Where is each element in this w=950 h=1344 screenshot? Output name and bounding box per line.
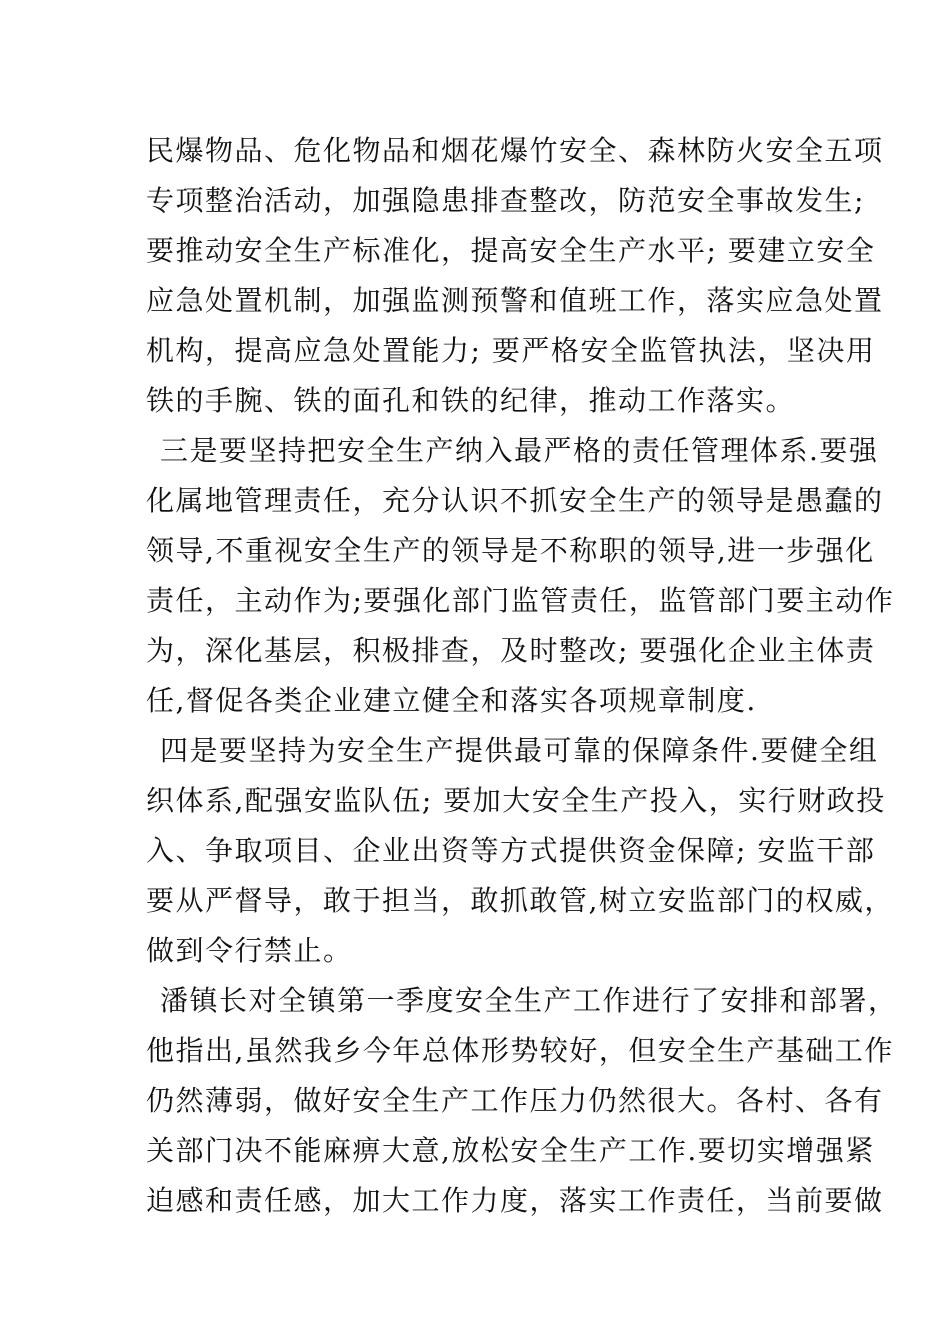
text-line: 责任，主动作为;要强化部门监管责任，监管部门要主动作: [146, 584, 895, 617]
text-line: 他指出,虽然我乡今年总体形势较好，但安全生产基础工作: [146, 1034, 894, 1067]
text-line: 机构，提高应急处置能力; 要严格安全监管执法，坚决用: [146, 334, 876, 367]
text-line: 关部门决不能麻痹大意,放松安全生产工作.要切实增强紧: [146, 1134, 875, 1167]
text-line: 仍然薄弱，做好安全生产工作压力仍然很大。各村、各有: [146, 1084, 884, 1117]
text-line: 领导,不重视安全生产的领导是不称职的领导,进一步强化: [146, 534, 875, 567]
text-line: 化属地管理责任，充分认识不抓安全生产的领导是愚蠢的: [146, 484, 884, 517]
paragraph-start-line: 三是要坚持把安全生产纳入最严格的责任管理体系.要强: [160, 434, 879, 467]
paragraph-start-line: 四是要坚持为安全生产提供最可靠的保障条件.要健全组: [160, 734, 879, 767]
text-line: 为，深化基层，积极排查，及时整改; 要强化企业主体责: [146, 634, 876, 667]
text-line: 织体系,配强安监队伍; 要加大安全生产投入，实行财政投: [146, 784, 886, 817]
text-line: 任,督促各类企业建立健全和落实各项规章制度.: [146, 684, 757, 717]
text-line: 做到令行禁止。: [146, 934, 353, 967]
text-line: 要推动安全生产标准化，提高安全生产水平; 要建立安全: [146, 234, 876, 267]
text-line: 专项整治活动，加强隐患排查整改，防范安全事故发生;: [146, 184, 865, 217]
text-line: 铁的手腕、铁的面孔和铁的纪律，推动工作落实。: [146, 384, 796, 417]
text-line: 民爆物品、危化物品和烟花爆竹安全、森林防火安全五项: [146, 134, 884, 167]
text-line: 要从严督导，敢于担当，敢抓敢管,树立安监部门的权威，: [146, 884, 894, 917]
text-line: 应急处置机制，加强监测预警和值班工作，落实应急处置: [146, 284, 884, 317]
text-line: 入、争取项目、企业出资等方式提供资金保障; 安监干部: [146, 834, 876, 867]
paragraph-start-line: 潘镇长对全镇第一季度安全生产工作进行了安排和部署，: [160, 984, 898, 1017]
text-line: 迫感和责任感，加大工作力度，落实工作责任，当前要做: [146, 1184, 884, 1217]
